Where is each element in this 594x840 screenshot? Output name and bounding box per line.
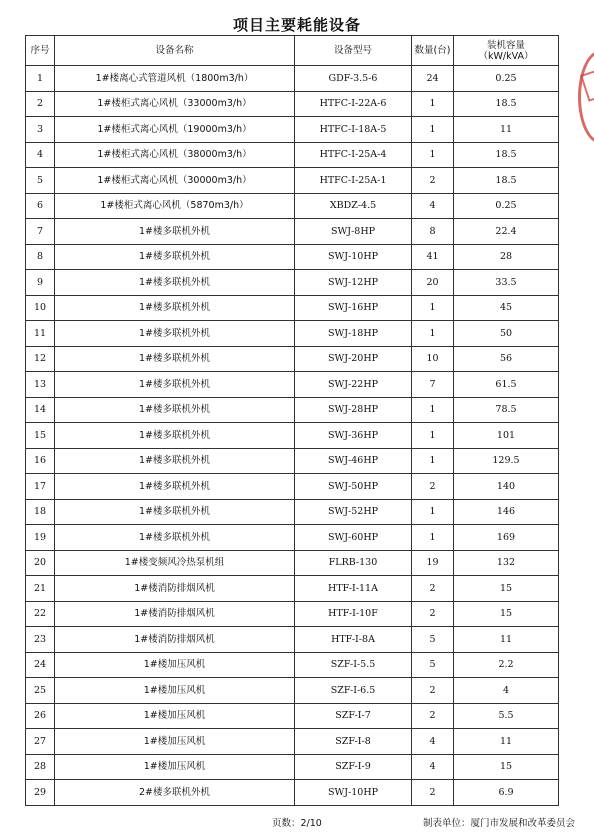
row-number-cell: 18 <box>26 499 55 525</box>
capacity-cell: 15 <box>454 601 559 627</box>
equipment-name-cell: 1#楼加压风机 <box>55 703 295 729</box>
table-row <box>26 550 559 576</box>
table-row <box>26 295 559 321</box>
quantity-cell: 4 <box>412 193 454 219</box>
table-row <box>26 601 559 627</box>
equipment-name-cell: 1#楼多联机外机 <box>55 372 295 398</box>
equipment-name-cell: 1#楼多联机外机 <box>55 474 295 500</box>
quantity-cell: 1 <box>412 448 454 474</box>
table-row <box>26 270 559 296</box>
row-number-cell: 21 <box>26 576 55 602</box>
row-number-cell: 10 <box>26 295 55 321</box>
quantity-cell: 5 <box>412 652 454 678</box>
capacity-cell: 4 <box>454 678 559 704</box>
equipment-model-cell: SWJ-28HP <box>295 397 412 423</box>
row-number-cell: 8 <box>26 244 55 270</box>
quantity-cell: 1 <box>412 321 454 347</box>
row-number-cell: 9 <box>26 270 55 296</box>
table-row <box>26 219 559 245</box>
capacity-cell: 18.5 <box>454 91 559 117</box>
row-number-cell: 1 <box>26 66 55 92</box>
equipment-name-cell: 1#楼柜式离心风机（19000m3/h） <box>55 117 295 143</box>
table-row <box>26 703 559 729</box>
table-row <box>26 729 559 755</box>
table-row <box>26 142 559 168</box>
equipment-model-cell: HTF-I-11A <box>295 576 412 602</box>
table-body <box>26 66 559 806</box>
table-row <box>26 448 559 474</box>
table-row <box>26 525 559 551</box>
quantity-cell: 4 <box>412 729 454 755</box>
capacity-cell: 2.2 <box>454 652 559 678</box>
quantity-cell: 1 <box>412 91 454 117</box>
equipment-model-cell: SWJ-52HP <box>295 499 412 525</box>
equipment-model-cell: GDF-3.5-6 <box>295 66 412 92</box>
table-row <box>26 576 559 602</box>
equipment-name-cell: 1#楼柜式离心风机（33000m3/h） <box>55 91 295 117</box>
equipment-model-cell: HTFC-I-25A-1 <box>295 168 412 194</box>
equipment-name-cell: 1#楼加压风机 <box>55 652 295 678</box>
quantity-cell: 10 <box>412 346 454 372</box>
table-row <box>26 474 559 500</box>
quantity-cell: 7 <box>412 372 454 398</box>
table-row <box>26 627 559 653</box>
row-number-cell: 4 <box>26 142 55 168</box>
equipment-model-cell: SWJ-10HP <box>295 780 412 806</box>
row-number-cell: 14 <box>26 397 55 423</box>
quantity-cell: 2 <box>412 601 454 627</box>
equipment-model-cell: SWJ-20HP <box>295 346 412 372</box>
equipment-name-cell: 1#楼加压风机 <box>55 729 295 755</box>
equipment-model-cell: SWJ-36HP <box>295 423 412 449</box>
equipment-model-cell: HTF-I-10F <box>295 601 412 627</box>
row-number-cell: 15 <box>26 423 55 449</box>
row-number-cell: 22 <box>26 601 55 627</box>
table-row <box>26 780 559 806</box>
equipment-model-cell: SWJ-22HP <box>295 372 412 398</box>
row-number-cell: 16 <box>26 448 55 474</box>
capacity-cell: 11 <box>454 117 559 143</box>
row-number-cell: 13 <box>26 372 55 398</box>
quantity-cell: 20 <box>412 270 454 296</box>
quantity-cell: 4 <box>412 754 454 780</box>
equipment-model-cell: SWJ-16HP <box>295 295 412 321</box>
row-number-cell: 12 <box>26 346 55 372</box>
quantity-cell: 2 <box>412 576 454 602</box>
equipment-model-cell: SWJ-60HP <box>295 525 412 551</box>
quantity-cell: 2 <box>412 780 454 806</box>
equipment-model-cell: HTFC-I-25A-4 <box>295 142 412 168</box>
equipment-model-cell: SWJ-10HP <box>295 244 412 270</box>
capacity-cell: 11 <box>454 627 559 653</box>
capacity-cell: 45 <box>454 295 559 321</box>
row-number-cell: 23 <box>26 627 55 653</box>
capacity-cell: 22.4 <box>454 219 559 245</box>
quantity-cell: 2 <box>412 678 454 704</box>
capacity-cell: 78.5 <box>454 397 559 423</box>
row-number-cell: 25 <box>26 678 55 704</box>
table-row <box>26 346 559 372</box>
header-qty: 数量(台) <box>412 36 454 66</box>
issuing-unit: 制表单位：厦门市发展和改革委员会 <box>423 818 576 829</box>
table-row <box>26 423 559 449</box>
table-row <box>26 372 559 398</box>
quantity-cell: 2 <box>412 474 454 500</box>
page-number: 页数：2/10 <box>272 818 322 829</box>
capacity-cell: 140 <box>454 474 559 500</box>
capacity-cell: 146 <box>454 499 559 525</box>
table-row <box>26 193 559 219</box>
row-number-cell: 26 <box>26 703 55 729</box>
table-row <box>26 168 559 194</box>
equipment-name-cell: 1#楼消防排烟风机 <box>55 601 295 627</box>
equipment-name-cell: 1#楼柜式离心风机（5870m3/h） <box>55 193 295 219</box>
equipment-model-cell: SZF-I-5.5 <box>295 652 412 678</box>
row-number-cell: 28 <box>26 754 55 780</box>
equipment-model-cell: FLRB-130 <box>295 550 412 576</box>
capacity-cell: 129.5 <box>454 448 559 474</box>
equipment-model-cell: HTF-I-8A <box>295 627 412 653</box>
equipment-name-cell: 1#楼加压风机 <box>55 678 295 704</box>
capacity-cell: 0.25 <box>454 66 559 92</box>
row-number-cell: 17 <box>26 474 55 500</box>
header-capacity-line2: （kW/kVA） <box>478 50 534 62</box>
capacity-cell: 132 <box>454 550 559 576</box>
equipment-model-cell: HTFC-I-18A-5 <box>295 117 412 143</box>
capacity-cell: 101 <box>454 423 559 449</box>
equipment-name-cell: 2#楼多联机外机 <box>55 780 295 806</box>
quantity-cell: 1 <box>412 117 454 143</box>
quantity-cell: 41 <box>412 244 454 270</box>
table-row <box>26 499 559 525</box>
equipment-model-cell: SZF-I-7 <box>295 703 412 729</box>
equipment-name-cell: 1#楼消防排烟风机 <box>55 627 295 653</box>
row-number-cell: 27 <box>26 729 55 755</box>
capacity-cell: 15 <box>454 754 559 780</box>
equipment-table <box>25 35 559 806</box>
table-row <box>26 321 559 347</box>
equipment-model-cell: SWJ-8HP <box>295 219 412 245</box>
equipment-name-cell: 1#楼多联机外机 <box>55 346 295 372</box>
table-header-row <box>26 36 559 66</box>
equipment-model-cell: XBDZ-4.5 <box>295 193 412 219</box>
capacity-cell: 18.5 <box>454 142 559 168</box>
equipment-name-cell: 1#楼柜式离心风机（38000m3/h） <box>55 142 295 168</box>
capacity-cell: 61.5 <box>454 372 559 398</box>
table-row <box>26 754 559 780</box>
table-row <box>26 66 559 92</box>
header-no: 序号 <box>26 36 55 66</box>
equipment-name-cell: 1#楼多联机外机 <box>55 423 295 449</box>
equipment-name-cell: 1#楼多联机外机 <box>55 397 295 423</box>
row-number-cell: 6 <box>26 193 55 219</box>
capacity-cell: 15 <box>454 576 559 602</box>
equipment-name-cell: 1#楼多联机外机 <box>55 219 295 245</box>
row-number-cell: 20 <box>26 550 55 576</box>
capacity-cell: 5.5 <box>454 703 559 729</box>
equipment-model-cell: SWJ-12HP <box>295 270 412 296</box>
equipment-model-cell: SWJ-18HP <box>295 321 412 347</box>
capacity-cell: 11 <box>454 729 559 755</box>
quantity-cell: 5 <box>412 627 454 653</box>
capacity-cell: 28 <box>454 244 559 270</box>
equipment-model-cell: SZF-I-9 <box>295 754 412 780</box>
equipment-model-cell: SWJ-50HP <box>295 474 412 500</box>
header-capacity-line1: 装机容量 <box>486 39 525 51</box>
table-row <box>26 244 559 270</box>
equipment-model-cell: SZF-I-6.5 <box>295 678 412 704</box>
table-row <box>26 652 559 678</box>
capacity-cell: 18.5 <box>454 168 559 194</box>
quantity-cell: 2 <box>412 703 454 729</box>
row-number-cell: 5 <box>26 168 55 194</box>
row-number-cell: 24 <box>26 652 55 678</box>
equipment-name-cell: 1#楼离心式管道风机（1800m3/h） <box>55 66 295 92</box>
equipment-name-cell: 1#楼加压风机 <box>55 754 295 780</box>
equipment-name-cell: 1#楼柜式离心风机（30000m3/h） <box>55 168 295 194</box>
equipment-name-cell: 1#楼变频风冷热泵机组 <box>55 550 295 576</box>
table-row <box>26 397 559 423</box>
capacity-cell: 169 <box>454 525 559 551</box>
equipment-model-cell: HTFC-I-22A-6 <box>295 91 412 117</box>
quantity-cell: 19 <box>412 550 454 576</box>
capacity-cell: 50 <box>454 321 559 347</box>
header-capacity <box>454 36 559 66</box>
quantity-cell: 24 <box>412 66 454 92</box>
header-model: 设备型号 <box>295 36 412 66</box>
equipment-model-cell: SWJ-46HP <box>295 448 412 474</box>
equipment-name-cell: 1#楼多联机外机 <box>55 499 295 525</box>
header-name: 设备名称 <box>55 36 295 66</box>
document-title: 项目主要耗能设备 <box>232 16 361 34</box>
table-row <box>26 91 559 117</box>
table-row <box>26 117 559 143</box>
row-number-cell: 11 <box>26 321 55 347</box>
equipment-name-cell: 1#楼多联机外机 <box>55 270 295 296</box>
quantity-cell: 8 <box>412 219 454 245</box>
quantity-cell: 2 <box>412 168 454 194</box>
row-number-cell: 2 <box>26 91 55 117</box>
capacity-cell: 56 <box>454 346 559 372</box>
row-number-cell: 29 <box>26 780 55 806</box>
capacity-cell: 33.5 <box>454 270 559 296</box>
equipment-name-cell: 1#楼多联机外机 <box>55 295 295 321</box>
capacity-cell: 0.25 <box>454 193 559 219</box>
equipment-model-cell: SZF-I-8 <box>295 729 412 755</box>
equipment-name-cell: 1#楼多联机外机 <box>55 244 295 270</box>
capacity-cell: 6.9 <box>454 780 559 806</box>
quantity-cell: 1 <box>412 397 454 423</box>
equipment-name-cell: 1#楼多联机外机 <box>55 525 295 551</box>
table-row <box>26 678 559 704</box>
row-number-cell: 7 <box>26 219 55 245</box>
quantity-cell: 1 <box>412 525 454 551</box>
row-number-cell: 19 <box>26 525 55 551</box>
quantity-cell: 1 <box>412 423 454 449</box>
quantity-cell: 1 <box>412 295 454 321</box>
row-number-cell: 3 <box>26 117 55 143</box>
quantity-cell: 1 <box>412 142 454 168</box>
quantity-cell: 1 <box>412 499 454 525</box>
equipment-name-cell: 1#楼消防排烟风机 <box>55 576 295 602</box>
equipment-name-cell: 1#楼多联机外机 <box>55 448 295 474</box>
equipment-name-cell: 1#楼多联机外机 <box>55 321 295 347</box>
